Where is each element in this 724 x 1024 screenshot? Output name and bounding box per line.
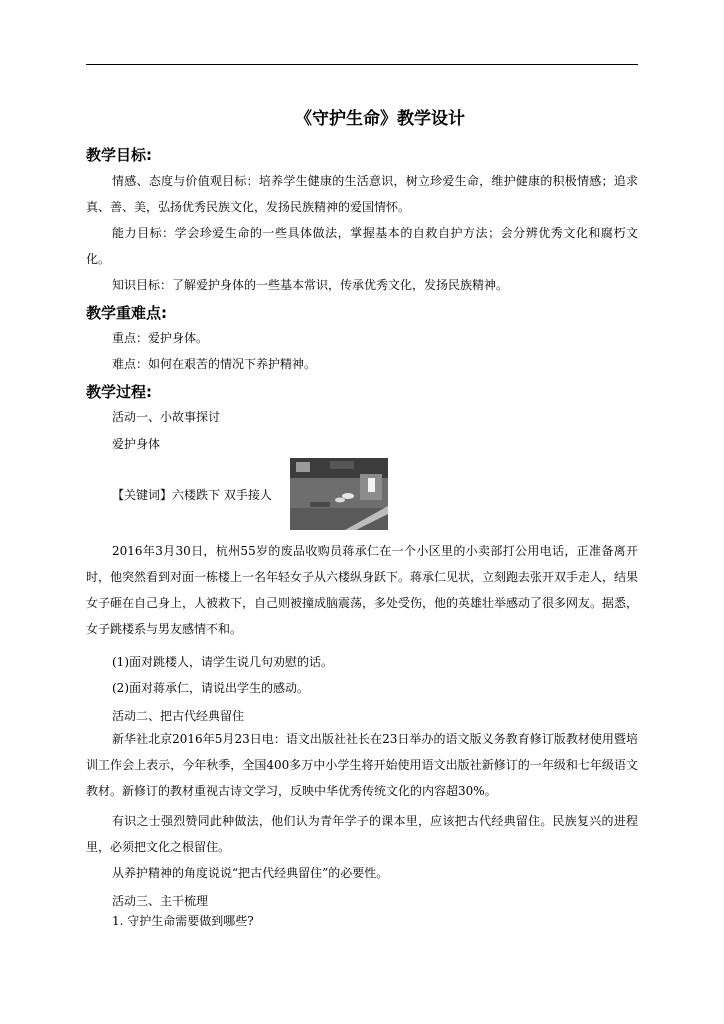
activity-two-title: 活动二、把古代经典留住	[112, 709, 245, 723]
goal-paragraph: 能力目标：学会珍爱生命的一些具体做法，掌握基本的自救自护方法；会分辨优秀文化和腐朽文化。	[86, 226, 638, 266]
task-paragraph: 从养护精神的角度说说“把古代经典留住”的必要性。	[112, 866, 389, 880]
goal-paragraph: 情感、态度与价值观目标：培养学生健康的生活意识，树立珍爱生命，维护健康的积极情感；追求真、善、美，弘扬优秀民族文化，发扬民族精神的爱国情怀。	[86, 174, 638, 214]
key-point: 重点：爱护身体。	[112, 331, 209, 345]
opinion-paragraph: 有识之士强烈赞同此种做法，他们认为青年学子的课本里，应该把古代经典留住。民族复兴的进程里，必须把文化之根留住。	[86, 814, 638, 854]
news-photo-graphic	[290, 458, 388, 530]
goal-paragraph: 知识目标：了解爱护身体的一些基本常识，传承优秀文化，发扬民族精神。	[112, 278, 509, 292]
news-paragraph: 新华社北京2016年5月23日电：语文出版社社长在23日举办的语文版义务教育修订版教材使用暨培训工作会上表示，今年秋季，全国400多万中小学生将开始使用语文出版社新修订的一年级和七年级语文教材。新修订的教材重视古诗文学习，反映中华优秀传统文化的内容超30%。	[86, 732, 638, 798]
process-heading: 教学过程:	[86, 383, 152, 401]
question-one: (1)面对跳楼人，请学生说几句劝慰的话。	[112, 655, 333, 669]
activity-one-title: 活动一、小故事探讨	[112, 410, 221, 424]
document-title: 《守护生命》教学设计	[295, 109, 465, 129]
key-points-heading: 教学重难点:	[86, 304, 167, 322]
activity-one-subtitle: 爱护身体	[112, 437, 161, 451]
story-paragraph: 2016年3月30日，杭州55岁的废品收购员蒋承仁在一个小区里的小卖部打公用电话，正准备离开时，他突然看到对面一栋楼上一名年轻女子从六楼纵身跃下。蒋承仁见状，立刻跑去张开双手走人，结果女子砸在自己身上，人被救下，自己则被撞成脑震荡，多处受伤，他的英雄壮举感动了很多网友。据悉，女子跳楼系与男友感情不和。	[86, 544, 639, 636]
outline-item: 1. 守护生命需要做到哪些?	[112, 914, 254, 928]
goals-heading: 教学目标:	[86, 146, 152, 164]
news-photo	[290, 458, 388, 530]
header-rule	[86, 64, 638, 65]
question-two: (2)面对蒋承仁，请说出学生的感动。	[112, 681, 309, 695]
difficult-point: 难点：如何在艰苦的情况下养护精神。	[112, 357, 317, 371]
keywords-line: 【关键词】六楼跌下 双手接人	[112, 488, 272, 502]
activity-three-title: 活动三、主干梳理	[112, 894, 209, 908]
